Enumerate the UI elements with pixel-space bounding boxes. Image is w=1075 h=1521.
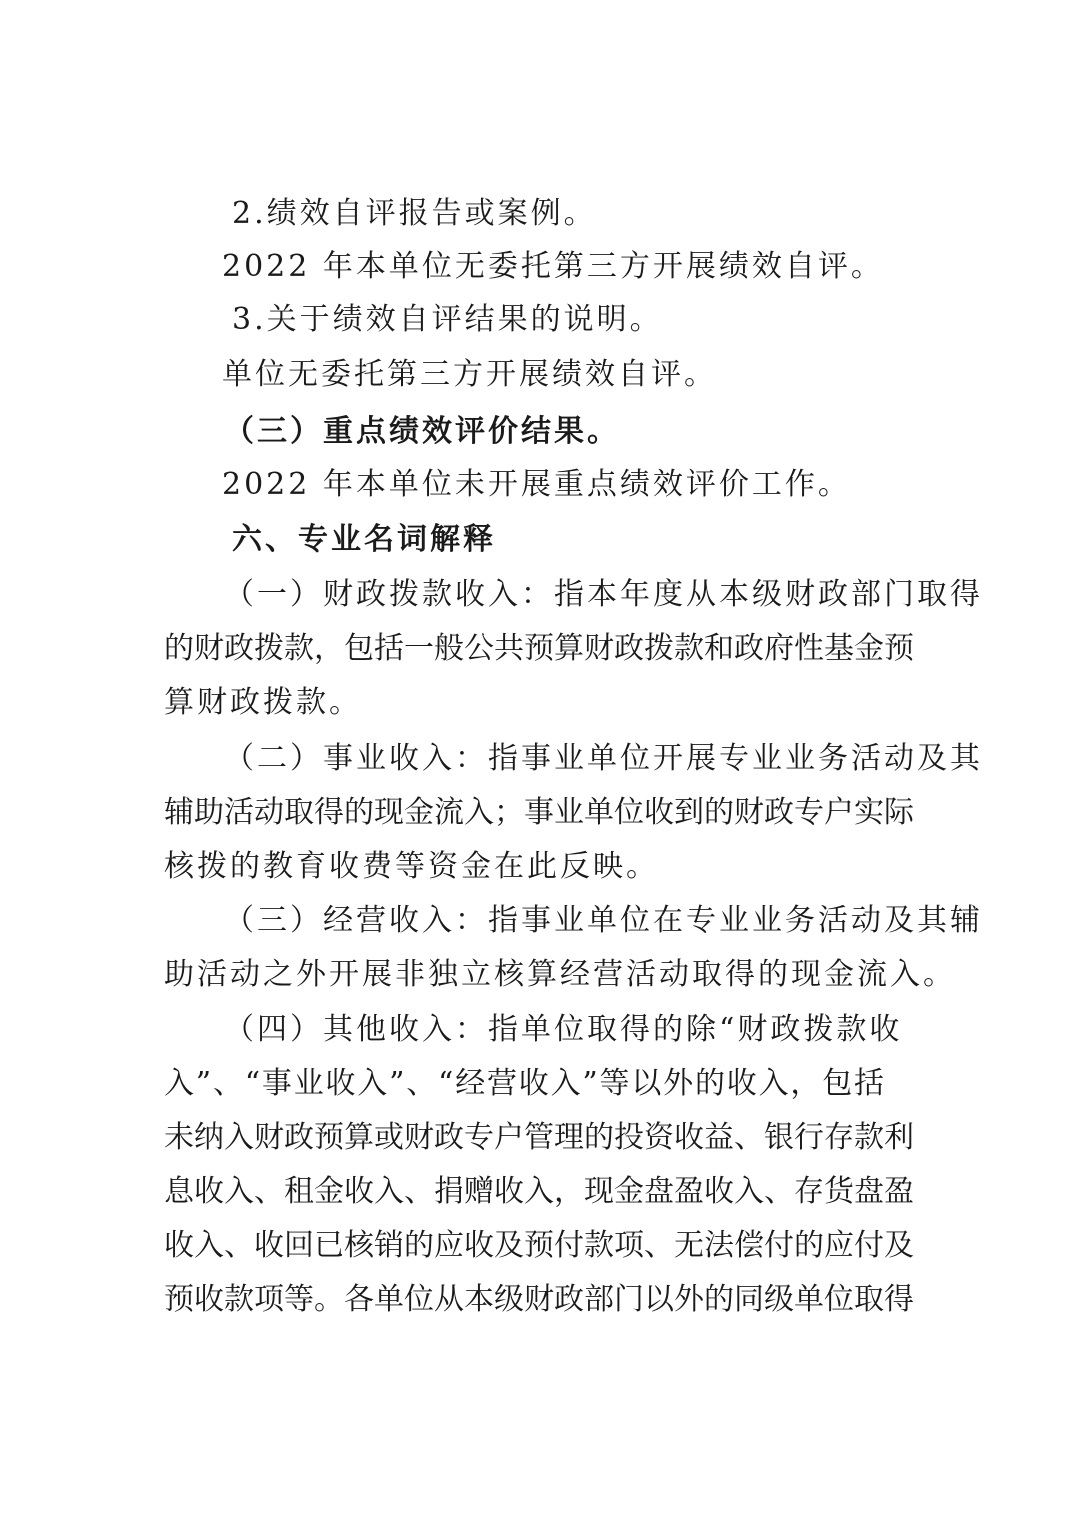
paragraph-line: 未纳入财政预算或财政专户管理的投资收益、银行存款利 [164,1120,914,1155]
section-3-heading: （三）重点绩效评价结果。 [224,414,620,449]
section-6-heading: 六、专业名词解释 [232,522,496,557]
paragraph-line: 的财政拨款，包括一般公共预算财政拨款和政府性基金预 [164,631,914,666]
item-2-text: 2022 年本单位无委托第三方开展绩效自评。 [222,249,884,284]
paragraph-line: （四）其他收入：指单位取得的除“财政拨款收 [224,1012,903,1047]
paragraph-line: 辅助活动取得的现金流入；事业单位收到的财政专户实际 [164,795,914,830]
paragraph-line: （二）事业收入：指事业单位开展专业业务活动及其 [224,741,983,776]
item-2-heading: 2.绩效自评报告或案例。 [232,196,597,231]
paragraph-line: 助活动之外开展非独立核算经营活动取得的现金流入。 [164,957,956,992]
item-3-heading: 3.关于绩效自评结果的说明。 [232,302,663,337]
paragraph-line: 收入、收回已核销的应收及预付款项、无法偿付的应付及 [164,1228,914,1263]
paragraph-line: （三）经营收入：指事业单位在专业业务活动及其辅 [224,903,983,938]
item-3-text: 单位无委托第三方开展绩效自评。 [222,357,717,392]
paragraph-line: 核拨的教育收费等资金在此反映。 [164,849,659,884]
paragraph-line: （一）财政拨款收入：指本年度从本级财政部门取得 [224,577,983,612]
paragraph-line: 入”、“事业收入”、“经营收入”等以外的收入，包括 [164,1066,884,1101]
paragraph-line: 息收入、租金收入、捐赠收入，现金盘盈收入、存货盘盈 [164,1174,914,1209]
paragraph-line: 预收款项等。各单位从本级财政部门以外的同级单位取得 [164,1282,914,1317]
paragraph-line: 算财政拨款。 [164,685,362,720]
section-3-text: 2022 年本单位未开展重点绩效评价工作。 [222,467,851,502]
